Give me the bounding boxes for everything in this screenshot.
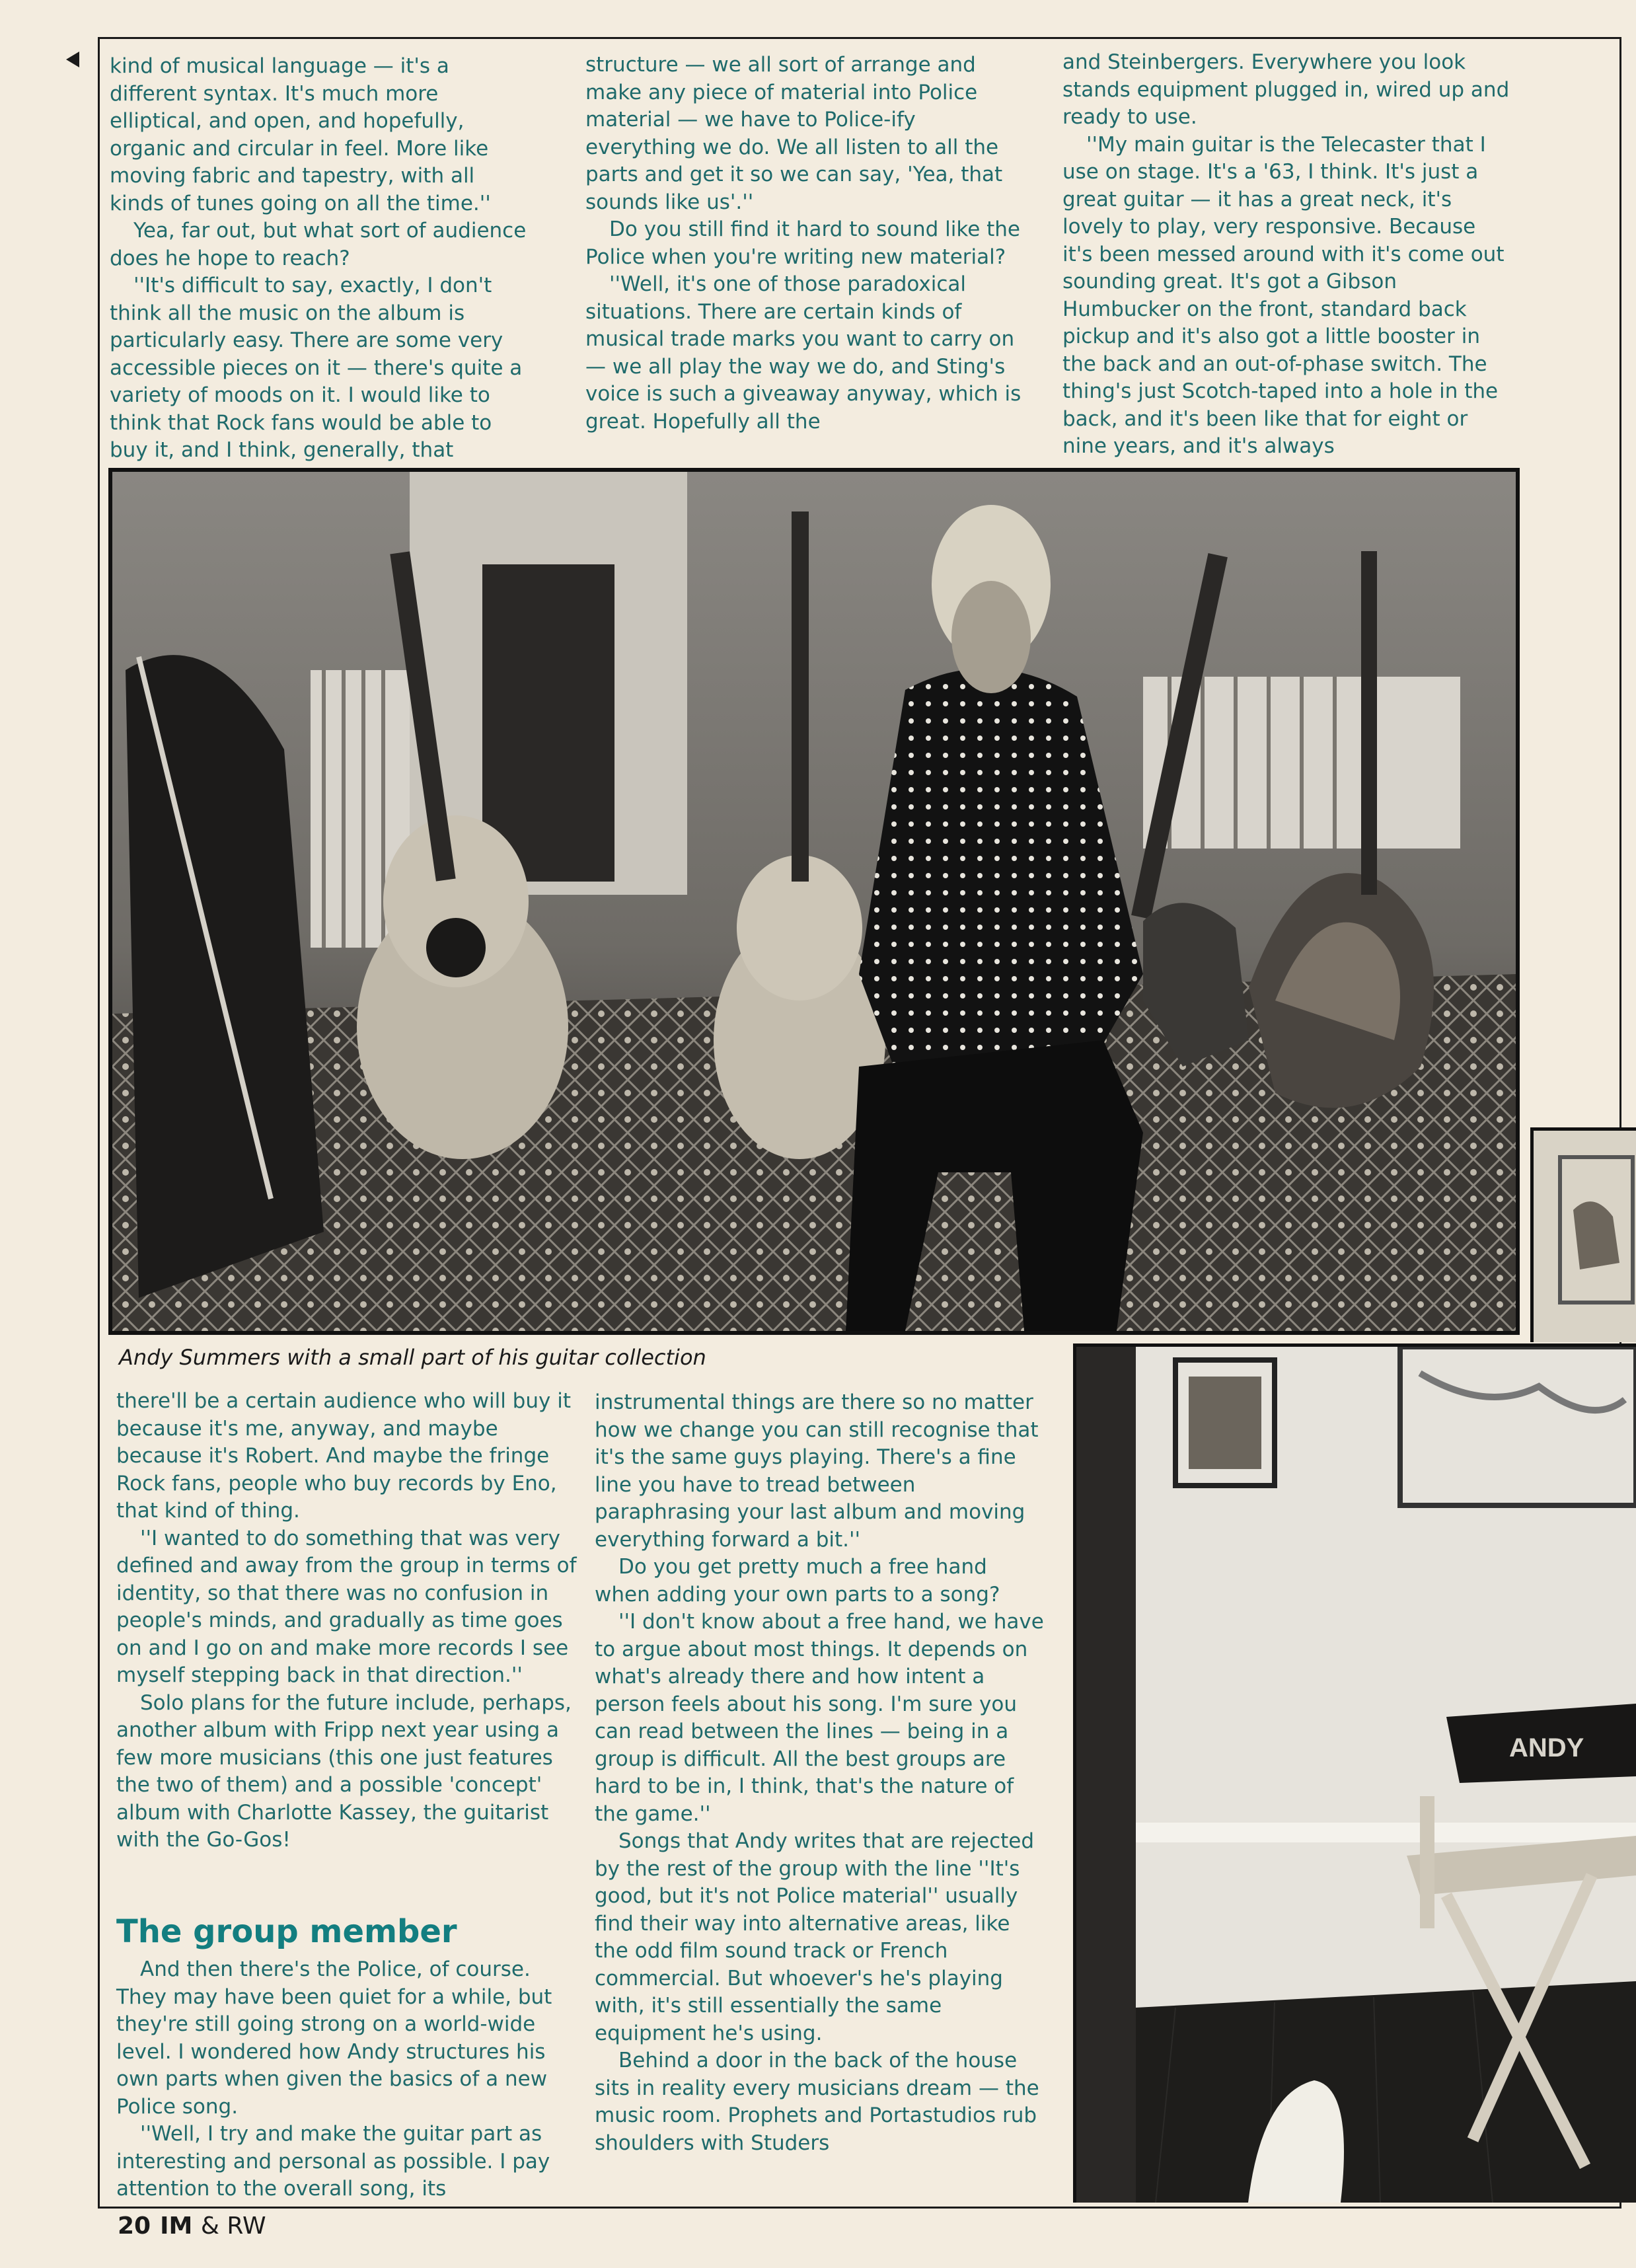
subheading: The group member	[116, 1913, 457, 1950]
paragraph: and Steinbergers. Everywhere you look stands equipment plugged in, wired up and ready to use.	[1062, 50, 1510, 129]
magazine-name-suffix: & RW	[200, 2212, 266, 2240]
paragraph: there'll be a certain audience who will buy it because it's me, anyway, and maybe because it's Robert. And maybe the fringe Rock fans, people who buy records by Eno, that kind of thing.	[116, 1389, 571, 1523]
paragraph: Yea, far out, but what sort of audience does he hope to reach?	[110, 219, 527, 270]
paragraph: Do you get pretty much a free hand when adding your own parts to a song?	[595, 1555, 1000, 1606]
wall-art-illustration	[1534, 1131, 1636, 1342]
paragraph: Songs that Andy writes that are rejected by the rest of the group with the line ''It's good, but it's not Police material'' usually find their way into alternative areas, like the odd film sound track or French commercial. But whoever's he's playing with, it's still essentially the same equipment he's using.	[595, 1829, 1035, 2045]
paragraph: kind of musical language — it's a different syntax. It's much more elliptical, and open, and hopefully, organic and circular in feel. More like moving fabric and tapestry, with all kinds of tunes going on all the time.''	[110, 54, 491, 215]
magazine-name: IM	[160, 2212, 193, 2240]
music-room-photo	[1073, 1343, 1636, 2203]
chair-back-label: ANDY	[1509, 1733, 1584, 1762]
paragraph: Behind a door in the back of the house sits in reality every musicians dream — the music room. Prophets and Portastudios rub shoulders with Studers	[595, 2049, 1039, 2155]
column-1-bottom-continued	[116, 1956, 579, 2201]
photo-illustration	[112, 472, 1516, 1331]
wall-art-photo	[1530, 1127, 1636, 1342]
music-room-illustration	[1076, 1347, 1636, 2203]
paragraph: ''I wanted to do something that was very defined and away from the group in terms of identity, so that there was no confusion in people's minds, and gradually as time goes on and I go on and make more records I see myself stepping back in that direction.''	[116, 1526, 577, 1687]
paragraph: ''Well, I try and make the guitar part as interesting and personal as possible. I pay attention to the overall song, its	[116, 2122, 550, 2201]
photo-caption: Andy Summers with a small part of his guitar collection	[119, 1345, 706, 1370]
paragraph: instrumental things are there so no matter how we change you can still recognise that it's the same guys playing. There's a fine line you have to tread between paraphrasing your last album and moving everything forward a bit.''	[595, 1390, 1039, 1552]
paragraph: ''I don't know about a free hand, we have to argue about most things. It depends on what's already there and how intent a person feels about his song. I'm sure you can read between the lines — being in a group is difficult. All the best groups are hard to be in, I think, that's the nature of the game.''	[595, 1610, 1044, 1826]
page-number: 20	[118, 2212, 151, 2240]
page-footer	[118, 2212, 266, 2240]
column-3-top	[1062, 49, 1512, 462]
paragraph: Do you still find it hard to sound like the Police when you're writing new material?	[585, 217, 1020, 269]
paragraph: ''It's difficult to say, exactly, I don't think all the music on the album is particularly easy. There are some very accessible pieces on it — there's quite a variety of moods on it. I would like to think that Rock fans would be able to buy it, and I think, generally, that	[110, 274, 523, 462]
guitar-collection-photo	[108, 468, 1520, 1335]
column-1-top	[110, 53, 533, 466]
paragraph: ''My main guitar is the Telecaster that I use on stage. It's a '63, I think. It's just a great guitar — it has a great neck, it's lovely to play, very responsive. Because it's been messed around with it's come out sounding great. It's got a Gibson Humbucker on the front, standard back pickup and it's also got a little booster in the back and an out-of-phase switch. The thing's just Scotch-taped into a hole in the back, and it's been like that for eight or nine years, and it's always	[1062, 132, 1505, 458]
paragraph: Solo plans for the future include, perhaps, another album with Fripp next year using a few more musicians (this one just features the two of them) and a possible 'concept' album with Charlotte Kassey, the guitarist with the Go-Gos!	[116, 1690, 572, 1852]
paragraph: structure — we all sort of arrange and make any piece of material into Police material — we have to Police-ify everything we do. We all listen to all the parts and get it so we can say, 'Yea, that sounds like us'.''	[585, 53, 1003, 214]
paragraph: ''Well, it's one of those paradoxical situations. There are certain kinds of musical trade marks you want to carry on — we all play the way we do, and Sting's voice is such a giveaway anyway, which is great. Hopefully all the	[585, 272, 1022, 434]
column-2-top	[585, 52, 1032, 465]
continued-arrow-icon	[66, 52, 79, 67]
column-2-bottom	[595, 1389, 1044, 2195]
paragraph: And then there's the Police, of course. They may have been quiet for a while, but they're still going strong on a world-wide level. I wondered how Andy structures his own parts when given the basics of a new Police song.	[116, 1957, 552, 2119]
